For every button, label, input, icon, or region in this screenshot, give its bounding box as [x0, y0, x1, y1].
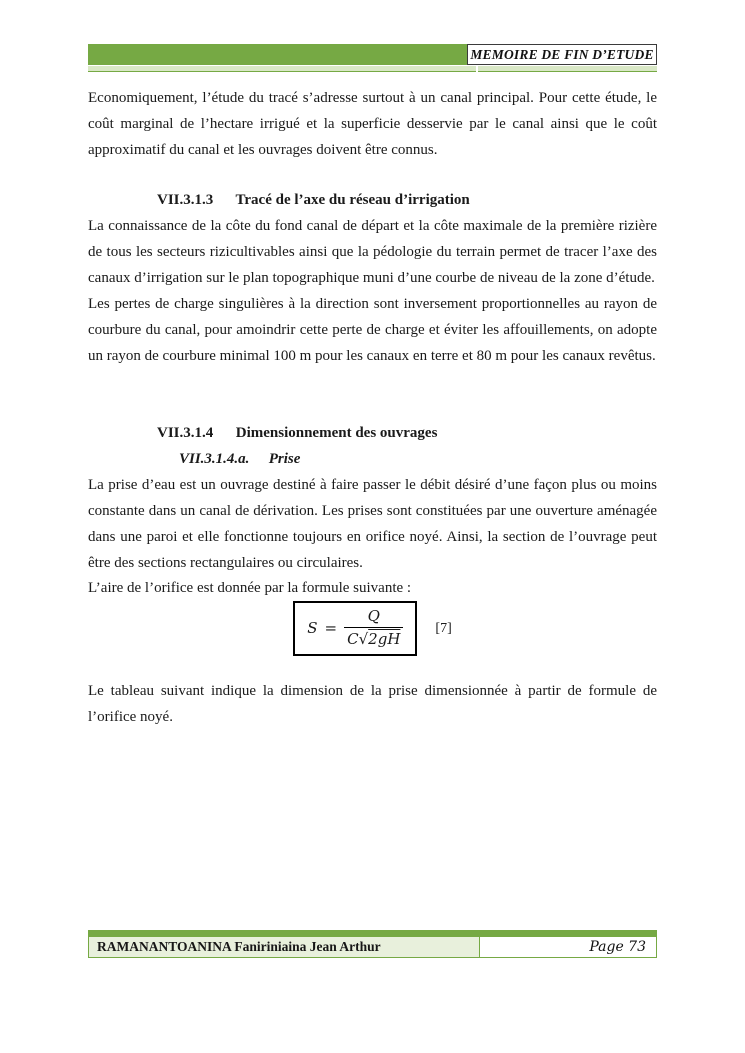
square-root-sign: √: [358, 630, 369, 648]
paragraph-connaissance-cote: La connaissance de la côte du fond canal de départ et la côte maximale de la première rizière de tous les secteurs rizicultivables ainsi que la pédologie du terrain permet de tracer l’axe des canaux d’irrigation sur le plan topographique muni d’une courbe de niveau de la zone d’étude.: [88, 218, 657, 286]
formula-reference: [7]: [435, 620, 452, 636]
header-strip-right: [478, 66, 657, 72]
subsection-heading-prise: [88, 446, 657, 472]
formula-radicand: 2gH: [368, 630, 401, 648]
footer-page-number: Page 73: [589, 939, 646, 955]
formula-denominator: [344, 627, 403, 648]
subsection-number: VII.3.1.4.a.: [179, 451, 250, 467]
page-footer: [88, 930, 657, 958]
section-number: VII.3.1.4: [157, 425, 214, 441]
header-strip: [88, 66, 657, 72]
section-heading-trace-axe: [88, 187, 657, 213]
subsection-title: Prise: [268, 451, 301, 467]
header-bar: [88, 44, 657, 65]
footer-green-band: [88, 930, 657, 937]
header-strip-left: [88, 66, 476, 72]
page-header: [88, 44, 657, 72]
formula-coefficient: C: [347, 630, 359, 648]
paragraph-prise-eau: La prise d’eau est un ouvrage destiné à faire passer le débit désiré d’une façon plus ou moins constante dans un canal de dérivation. Les prises sont constituées par une ouverture aménagée dans une paroi et elle fonctionne toujours en orifice noyé. Ainsi, la section de l’ouvrage peut être des sections rectangulaires ou circulaires.: [88, 477, 657, 571]
formula-equals: =: [324, 618, 338, 637]
formula-row: [88, 601, 657, 656]
formula-numerator: Q: [367, 607, 380, 625]
paragraph-aire-orifice: L’aire de l’orifice est donnée par la formule suivante :: [88, 580, 412, 596]
paragraph-pertes-charge: Les pertes de charge singulières à la direction sont inversement proportionnelles au rayon de courbure du canal, pour amoindrir cette perte de charge et éviter les affouillements, on adopte un rayon de courbure minimal 100 m pour les canaux en terre et 80 m pour les canaux revêtus.: [88, 296, 657, 364]
section-heading-dimensionnement: [88, 420, 657, 446]
header-title-box: [467, 44, 657, 65]
section-title: Dimensionnement des ouvrages: [235, 425, 438, 441]
formula-box: [293, 601, 417, 656]
section-title: Tracé de l’axe du réseau d’irrigation: [235, 192, 470, 208]
formula-variable: S: [307, 618, 318, 637]
paragraph-tableau-suivant: Le tableau suivant indique la dimension de la prise dimensionnée à partir de formule de l’orifice noyé.: [88, 683, 657, 725]
footer-row: [88, 937, 657, 958]
paragraph-economics: Economiquement, l’étude du tracé s’adresse surtout à un canal principal. Pour cette étude, le coût marginal de l’hectare irrigué et la superficie desservie par le canal ainsi que le coût approximatif du canal et les ouvrages doivent être connus.: [88, 90, 657, 158]
header-green-band: [88, 44, 467, 65]
footer-author: RAMANANTOANINA Faniriniaina Jean Arthur: [97, 939, 381, 954]
header-title: MEMOIRE DE FIN D’ETUDE: [470, 46, 654, 62]
footer-page-cell: [480, 937, 657, 957]
footer-author-cell: [88, 937, 480, 957]
formula-fraction: [344, 607, 403, 648]
section-number: VII.3.1.3: [157, 192, 214, 208]
